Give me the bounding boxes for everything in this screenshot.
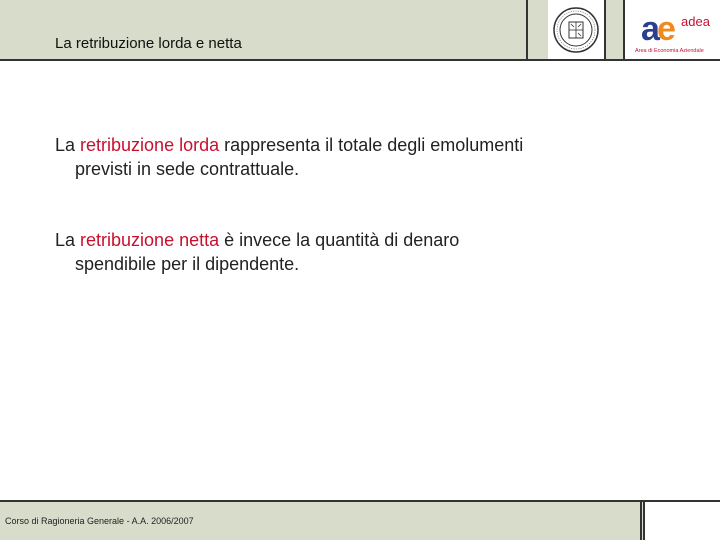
footer-panel — [645, 502, 720, 540]
seal-icon — [552, 3, 600, 57]
footer-divider — [640, 500, 642, 540]
header-divider — [604, 0, 606, 60]
footer-rule — [0, 500, 720, 502]
adea-caption: Area di Economia Aziendale — [635, 48, 704, 54]
bullet-continuation: previsti in sede contrattuale. — [75, 159, 300, 179]
adea-logo — [625, 0, 720, 60]
adea-word: adea — [681, 14, 710, 29]
highlight-term: retribuzione netta — [80, 230, 220, 250]
university-seal-logo — [548, 0, 604, 60]
highlight-term: retribuzione lorda — [80, 135, 220, 155]
header-rule — [0, 59, 720, 61]
slide-title: La retribuzione lorda e netta — [55, 35, 242, 52]
svg-text:a: a — [641, 10, 660, 48]
footer-course-label: Corso di Ragioneria Generale - A.A. 2006/2007 — [5, 516, 194, 526]
bullet-continuation: spendibile per il dipendente. — [75, 254, 300, 274]
footer-divider — [643, 500, 645, 540]
bullet-point: La retribuzione netta è invece la quantità di denaro spendibile per il dipendente. — [55, 228, 675, 276]
bullet-point: La retribuzione lorda rappresenta il totale degli emolumenti previsti in sede contrattuale. — [55, 133, 675, 181]
header-divider — [526, 0, 528, 60]
svg-text:e: e — [657, 10, 676, 48]
adea-logo-icon — [631, 4, 719, 56]
